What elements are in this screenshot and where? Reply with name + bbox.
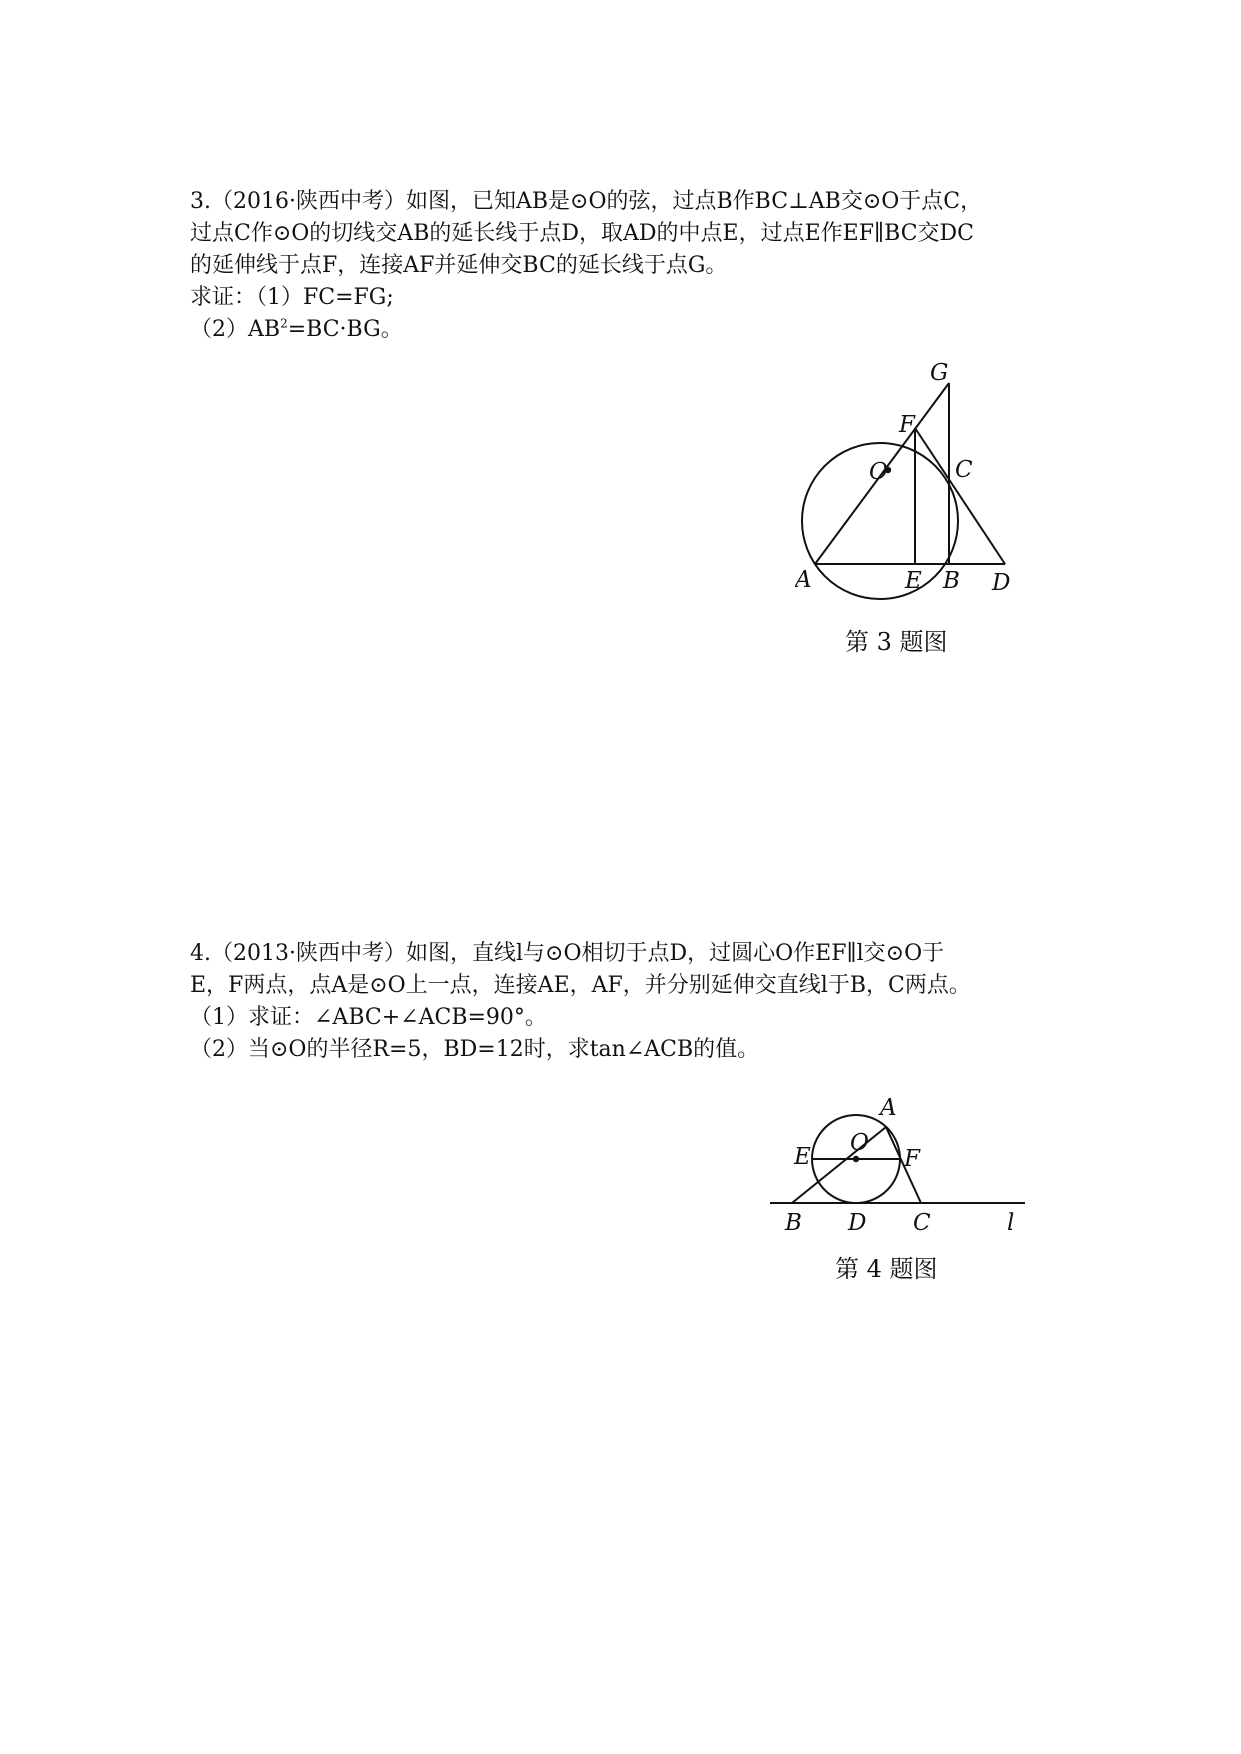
figure-4-caption: 第 4 题图 xyxy=(835,1255,938,1283)
problem-4-diagram xyxy=(765,1070,1045,1290)
label-c: C xyxy=(913,1210,931,1236)
label-f: F xyxy=(899,412,915,438)
label-d: D xyxy=(992,570,1011,596)
label-o: O xyxy=(850,1130,869,1156)
label-o: O xyxy=(869,459,888,485)
label-e: E xyxy=(794,1144,811,1170)
label-d: D xyxy=(848,1210,867,1236)
label-a: A xyxy=(795,567,812,593)
problem-3-figure xyxy=(795,360,1045,670)
label-e: E xyxy=(905,568,922,594)
label-c: C xyxy=(955,457,973,483)
problem-3-line-2: 过点C作⊙O的切线交AB的延长线于点D，取AD的中点E，过点E作EF∥BC交DC xyxy=(190,221,975,246)
figure-3-caption: 第 3 题图 xyxy=(845,628,948,656)
problem-4-line-1: 4.（2013·陕西中考）如图，直线l与⊙O相切于点D，过圆心O作EF∥l交⊙O于 xyxy=(190,941,945,966)
label-b: B xyxy=(785,1210,802,1236)
label-l: l xyxy=(1007,1210,1015,1236)
problem-3-part2-prefix: （2）AB xyxy=(190,317,281,342)
problem-3-line-5 xyxy=(190,314,1070,346)
label-a: A xyxy=(880,1095,897,1121)
problem-4-line-3: （1）求证：∠ABC+∠ACB=90°。 xyxy=(190,1005,547,1030)
problem-3-text xyxy=(190,186,1070,346)
problem-3-line-1: 3.（2016·陕西中考）如图，已知AB是⊙O的弦，过点B作BC⊥AB交⊙O于点C， xyxy=(190,189,983,214)
problem-3-diagram xyxy=(795,360,1045,670)
problem-3-line-4: 求证：（1）FC=FG; xyxy=(190,285,394,310)
problem-4-line-2: E，F两点，点A是⊙O上一点，连接AE，AF，并分别延伸交直线l于B，C两点。 xyxy=(190,973,971,998)
problem-4-line-4: （2）当⊙O的半径R=5，BD=12时，求tan∠ACB的值。 xyxy=(190,1037,760,1062)
segment-fd xyxy=(915,428,1005,564)
problem-4-figure xyxy=(765,1070,1045,1290)
label-f: F xyxy=(904,1146,920,1172)
problem-4-text xyxy=(190,938,1070,1066)
label-b: B xyxy=(943,568,960,594)
center-dot xyxy=(853,1156,859,1162)
problem-3-line-3: 的延伸线于点F，连接AF并延伸交BC的延长线于点G。 xyxy=(190,253,728,278)
problem-3-part2-exponent: 2 xyxy=(280,316,288,331)
problem-3-part2-suffix: =BC·BG。 xyxy=(287,317,403,342)
label-g: G xyxy=(930,360,949,386)
